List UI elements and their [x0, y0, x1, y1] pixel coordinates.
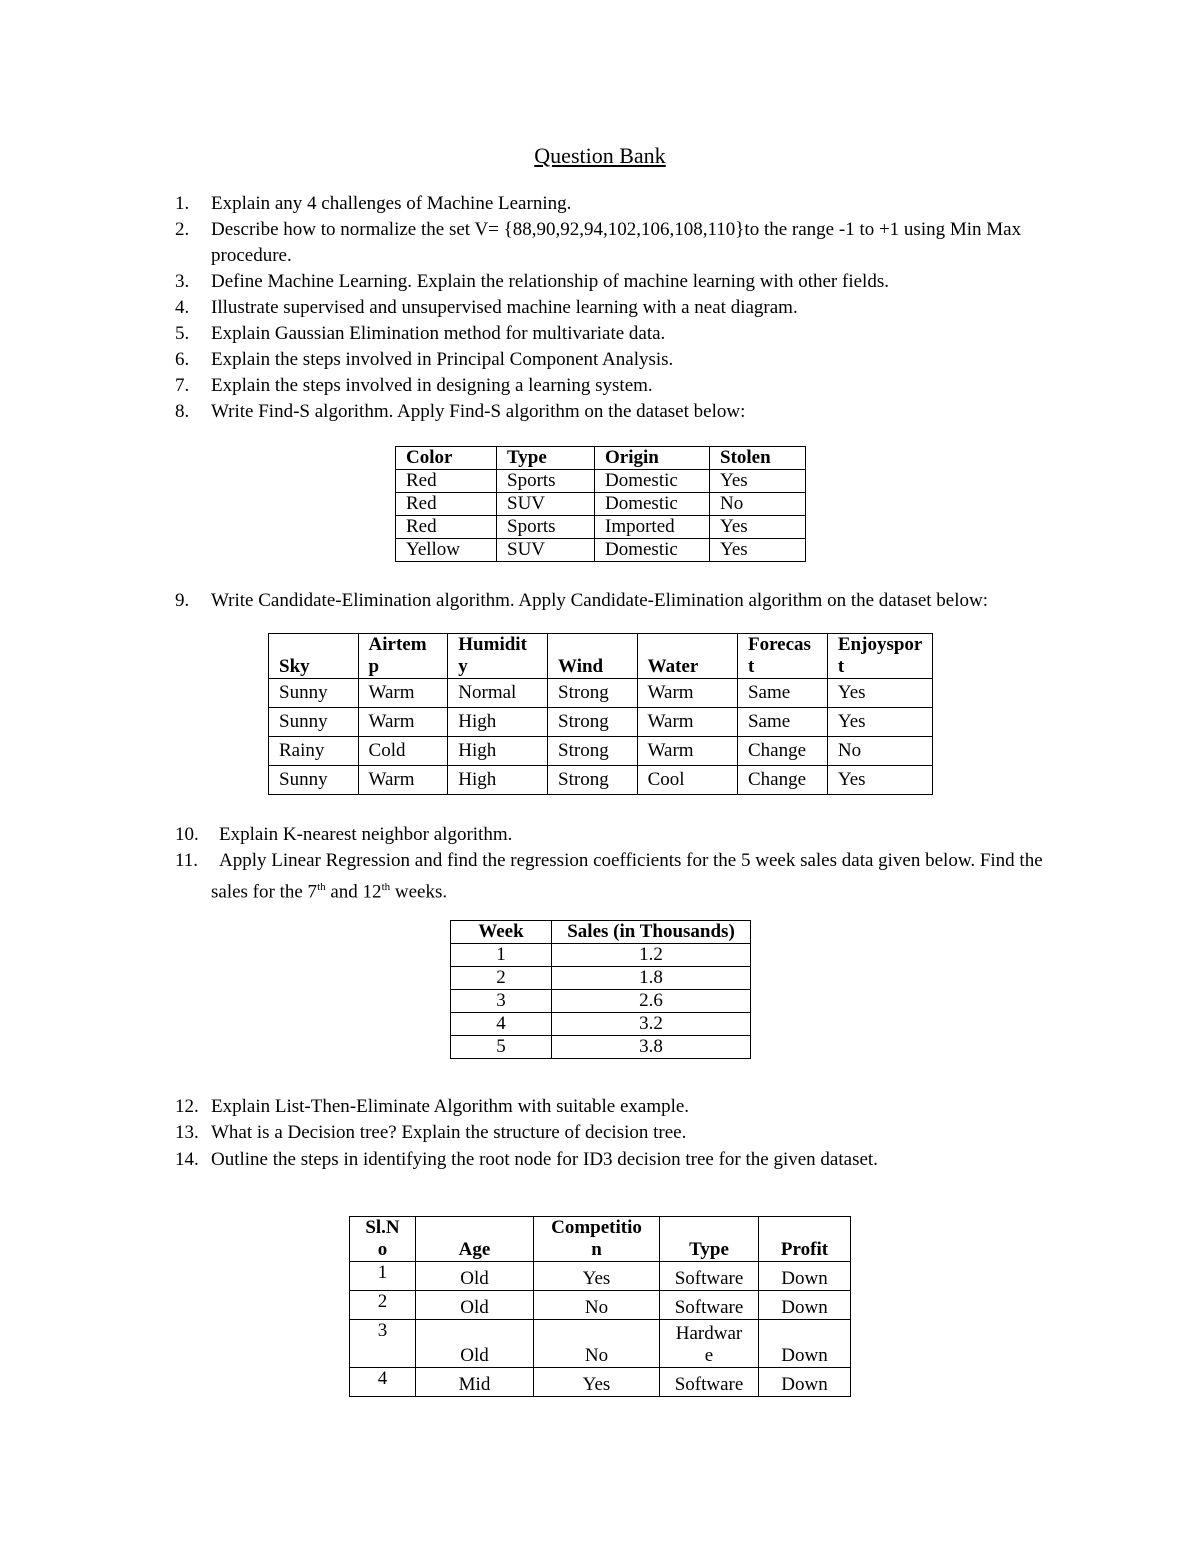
table-row — [451, 1036, 751, 1059]
table-cell: SUV — [497, 539, 595, 562]
table-cell: Yes — [710, 539, 806, 562]
find-s-dataset-table — [395, 446, 806, 562]
question-text: Write Candidate-Elimination algorithm. Apply Candidate-Elimination algorithm on the dataset below: — [211, 590, 989, 611]
table-header: Origin — [595, 447, 710, 470]
table-cell: 1 — [350, 1262, 416, 1291]
table-cell: No — [534, 1291, 660, 1320]
table-cell: Yes — [534, 1262, 660, 1291]
question-text-part: Apply Linear Regression and find the regression coefficients for the 5 week sales data given below. Find the sales for the 7 — [211, 850, 1043, 903]
table-header: Humidit y — [448, 634, 548, 679]
page-title: Question Bank — [534, 143, 666, 168]
table-row — [269, 766, 933, 795]
table-cell: Strong — [548, 708, 638, 737]
table-cell: Yes — [534, 1368, 660, 1397]
table-cell: 1.2 — [552, 944, 751, 967]
table-cell: 4 — [451, 1013, 552, 1036]
table-header-row — [396, 447, 806, 470]
table-header: Type — [660, 1217, 759, 1262]
table-header: Competitio n — [534, 1217, 660, 1262]
table-header: Enjoyspor t — [827, 634, 932, 679]
table-cell: Same — [737, 679, 827, 708]
table-cell: Software — [660, 1368, 759, 1397]
superscript: th — [317, 881, 326, 893]
table-row — [396, 516, 806, 539]
table-row — [451, 967, 751, 990]
table-header: Age — [416, 1217, 534, 1262]
table-cell: Change — [737, 766, 827, 795]
table-cell: Sunny — [269, 679, 359, 708]
table-cell: Sports — [497, 470, 595, 493]
table-cell: Warm — [637, 708, 737, 737]
table-cell: High — [448, 766, 548, 795]
table-cell: Old — [416, 1262, 534, 1291]
table-cell: Warm — [358, 708, 448, 737]
table-cell: Sunny — [269, 766, 359, 795]
table-cell: Old — [416, 1291, 534, 1320]
table-cell: Imported — [595, 516, 710, 539]
table-row — [396, 493, 806, 516]
id3-dataset-table — [349, 1216, 851, 1397]
table-cell: Warm — [637, 737, 737, 766]
table-cell: 3 — [350, 1320, 416, 1368]
table-header: Water — [637, 634, 737, 679]
table-header: Color — [396, 447, 497, 470]
question-number: 11. — [175, 850, 199, 871]
question-number: 6. — [175, 349, 190, 370]
table-row — [269, 679, 933, 708]
table-cell: Red — [396, 470, 497, 493]
table-row — [350, 1320, 851, 1368]
table-cell: Yellow — [396, 539, 497, 562]
question-text-part: and 12 — [325, 881, 382, 903]
table-cell: Software — [660, 1262, 759, 1291]
question-number: 13. — [175, 1122, 199, 1143]
question-number: 2. — [175, 219, 190, 240]
table-cell: Down — [759, 1291, 851, 1320]
table-cell: Red — [396, 516, 497, 539]
table-cell: Down — [759, 1262, 851, 1291]
table-cell: Mid — [416, 1368, 534, 1397]
table-cell: High — [448, 708, 548, 737]
table-cell: 2.6 — [552, 990, 751, 1013]
table-cell: Warm — [637, 679, 737, 708]
question-number: 14. — [175, 1149, 199, 1170]
table-cell: Domestic — [595, 493, 710, 516]
table-cell: Normal — [448, 679, 548, 708]
table-row — [269, 737, 933, 766]
superscript: th — [381, 881, 391, 893]
table-cell: 3 — [451, 990, 552, 1013]
question-text: Explain the steps involved in designing a learning system. — [211, 375, 653, 396]
table-cell: SUV — [497, 493, 595, 516]
table-cell: Domestic — [595, 470, 710, 493]
question-number: 7. — [175, 375, 190, 396]
question-text: Illustrate supervised and unsupervised machine learning with a neat diagram. — [211, 297, 798, 318]
table-cell: 2 — [451, 967, 552, 990]
table-cell: 4 — [350, 1368, 416, 1397]
table-cell: Yes — [710, 516, 806, 539]
table-cell: No — [710, 493, 806, 516]
table-header: Airtem p — [358, 634, 448, 679]
table-cell: Sports — [497, 516, 595, 539]
table-cell: Change — [737, 737, 827, 766]
table-row — [451, 1013, 751, 1036]
table-cell: Red — [396, 493, 497, 516]
table-cell: Cold — [358, 737, 448, 766]
question-text: Explain Gaussian Elimination method for multivariate data. — [211, 323, 666, 344]
table-row — [396, 470, 806, 493]
table-header-row — [451, 921, 751, 944]
table-header-row — [269, 634, 933, 679]
question-text: What is a Decision tree? Explain the structure of decision tree. — [211, 1122, 687, 1143]
question-number: 9. — [175, 590, 190, 611]
table-cell: 3.2 — [552, 1013, 751, 1036]
table-row — [350, 1262, 851, 1291]
question-text-part: weeks. — [390, 881, 448, 903]
question-number: 4. — [175, 297, 190, 318]
question-text: Explain any 4 challenges of Machine Learning. — [211, 193, 572, 214]
question-text — [211, 848, 1061, 905]
table-row — [350, 1291, 851, 1320]
table-cell: No — [827, 737, 932, 766]
question-text: Write Find-S algorithm. Apply Find-S algorithm on the dataset below: — [211, 401, 746, 422]
table-cell: Old — [416, 1320, 534, 1368]
question-number: 1. — [175, 193, 190, 214]
table-row — [269, 708, 933, 737]
question-number: 8. — [175, 401, 190, 422]
table-header: Stolen — [710, 447, 806, 470]
question-number: 12. — [175, 1096, 199, 1117]
table-header: Week — [451, 921, 552, 944]
question-text: Explain List-Then-Eliminate Algorithm with suitable example. — [211, 1096, 690, 1117]
table-cell: High — [448, 737, 548, 766]
table-cell: Down — [759, 1368, 851, 1397]
question-text: Outline the steps in identifying the root node for ID3 decision tree for the given dataset. — [211, 1149, 878, 1170]
table-row — [396, 539, 806, 562]
table-cell: 1 — [451, 944, 552, 967]
table-cell: Strong — [548, 737, 638, 766]
table-cell: Cool — [637, 766, 737, 795]
weekly-sales-table — [450, 920, 751, 1059]
question-text: Explain the steps involved in Principal Component Analysis. — [211, 349, 674, 370]
table-cell: Yes — [710, 470, 806, 493]
table-cell: Domestic — [595, 539, 710, 562]
table-cell: Yes — [827, 679, 932, 708]
table-row — [451, 990, 751, 1013]
question-number: 3. — [175, 271, 190, 292]
table-cell: Same — [737, 708, 827, 737]
question-number: 5. — [175, 323, 190, 344]
table-header: Wind — [548, 634, 638, 679]
table-header: Type — [497, 447, 595, 470]
question-text: Define Machine Learning. Explain the relationship of machine learning with other fields. — [211, 271, 889, 292]
table-header: Sales (in Thousands) — [552, 921, 751, 944]
table-cell: Sunny — [269, 708, 359, 737]
table-cell: 1.8 — [552, 967, 751, 990]
table-header: Sl.N o — [350, 1217, 416, 1262]
table-cell: Yes — [827, 766, 932, 795]
table-row — [350, 1368, 851, 1397]
table-cell: Hardwar e — [660, 1320, 759, 1368]
table-cell: Warm — [358, 679, 448, 708]
table-cell: No — [534, 1320, 660, 1368]
table-cell: 5 — [451, 1036, 552, 1059]
table-cell: 3.8 — [552, 1036, 751, 1059]
table-cell: Yes — [827, 708, 932, 737]
table-header: Forecas t — [737, 634, 827, 679]
question-text: Describe how to normalize the set V= {88,90,92,94,102,106,108,110}to the range -1 to +1 using Min Max procedure. — [211, 219, 1022, 266]
table-cell: Strong — [548, 679, 638, 708]
table-cell: 2 — [350, 1291, 416, 1320]
table-cell: Rainy — [269, 737, 359, 766]
question-text: Explain K-nearest neighbor algorithm. — [219, 824, 513, 845]
candidate-elimination-dataset-table — [268, 633, 933, 795]
table-header: Sky — [269, 634, 359, 679]
table-cell: Down — [759, 1320, 851, 1368]
question-number: 10. — [175, 824, 199, 845]
table-cell: Warm — [358, 766, 448, 795]
table-header-row — [350, 1217, 851, 1262]
table-cell: Software — [660, 1291, 759, 1320]
table-cell: Strong — [548, 766, 638, 795]
table-row — [451, 944, 751, 967]
table-header: Profit — [759, 1217, 851, 1262]
